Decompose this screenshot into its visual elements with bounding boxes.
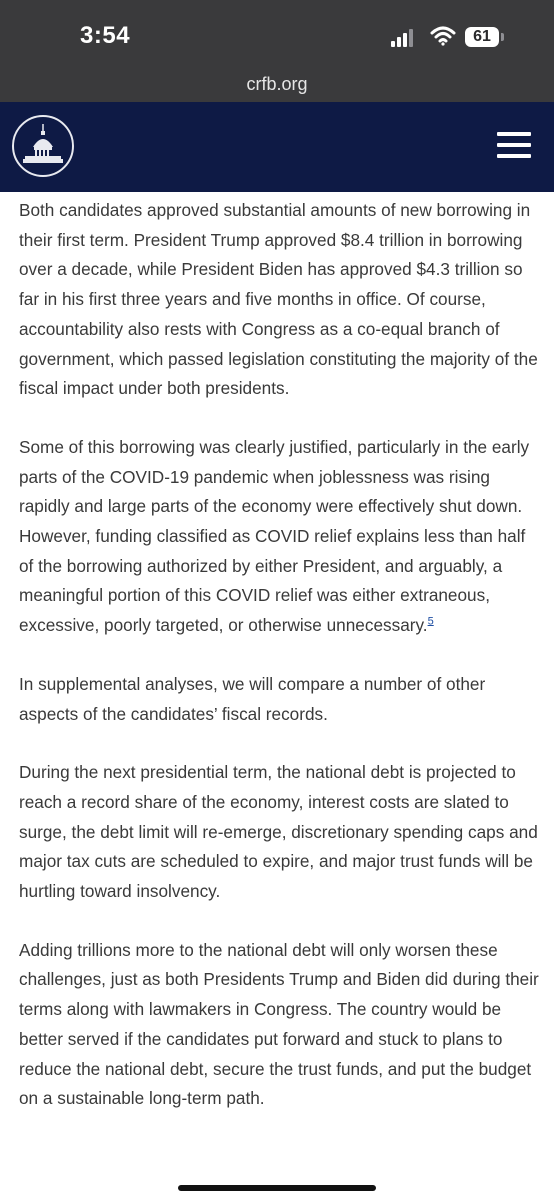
status-bar (0, 0, 554, 70)
article-paragraph: During the next presidential term, the national debt is projected to reach a record share of the economy, interest costs are slated to surge, the debt limit will re-emerge, discretionary spending caps and major tax cuts are scheduled to expire, and major trust funds will be hurtling toward insolvency. (19, 762, 538, 902)
battery-nub (501, 33, 504, 41)
home-indicator[interactable] (178, 1185, 376, 1191)
paragraph-text: Some of this borrowing was clearly justified, particularly in the early parts of the COVID-19 pandemic when joblessness was rising rapidly and large parts of the economy were effectively shut down. However, funding classified as COVID relief explains less than half of the borrowing authorized by either President, and arguably, a meaningful portion of this COVID relief was either extraneous, excessive, poorly targeted, or otherwise unnecessary. (19, 436, 530, 636)
article-paragraph (19, 433, 539, 641)
capitol-dome-icon[interactable] (12, 115, 74, 177)
article-paragraph: In supplemental analyses, we will compare a number of other aspects of the candidates’ fiscal records. (19, 673, 486, 724)
article-paragraph: Both candidates approved substantial amounts of new borrowing in their first term. President Trump approved $8.4 trillion in borrowing over a decade, while President Biden has approved $4.3 trillion so far in his first three years and five months in office. Of course, accountability also rests with Congress as a co-equal branch of government, which passed legislation constituting the majority of the fiscal impact under both presidents. (19, 200, 538, 399)
footnote-link[interactable]: 5 (427, 615, 434, 628)
status-time: 3:54 (80, 22, 131, 49)
wifi-icon (430, 26, 456, 46)
signal-icon (391, 29, 417, 47)
article-paragraph: Adding trillions more to the national debt will only worsen these challenges, just as both Presidents Trump and Biden did during their terms along with lawmakers in Congress. The country would be better served if the candidates put forward and stuck to plans to reduce the national debt, secure the trust funds, and put the budget on a sustainable long-term path. (19, 939, 539, 1109)
battery-icon: 61 (465, 27, 499, 47)
url-bar[interactable] (0, 70, 554, 102)
hamburger-menu-icon[interactable] (497, 132, 531, 158)
url-text: crfb.org (246, 74, 308, 94)
site-header (0, 102, 554, 192)
article-body (19, 196, 539, 1143)
